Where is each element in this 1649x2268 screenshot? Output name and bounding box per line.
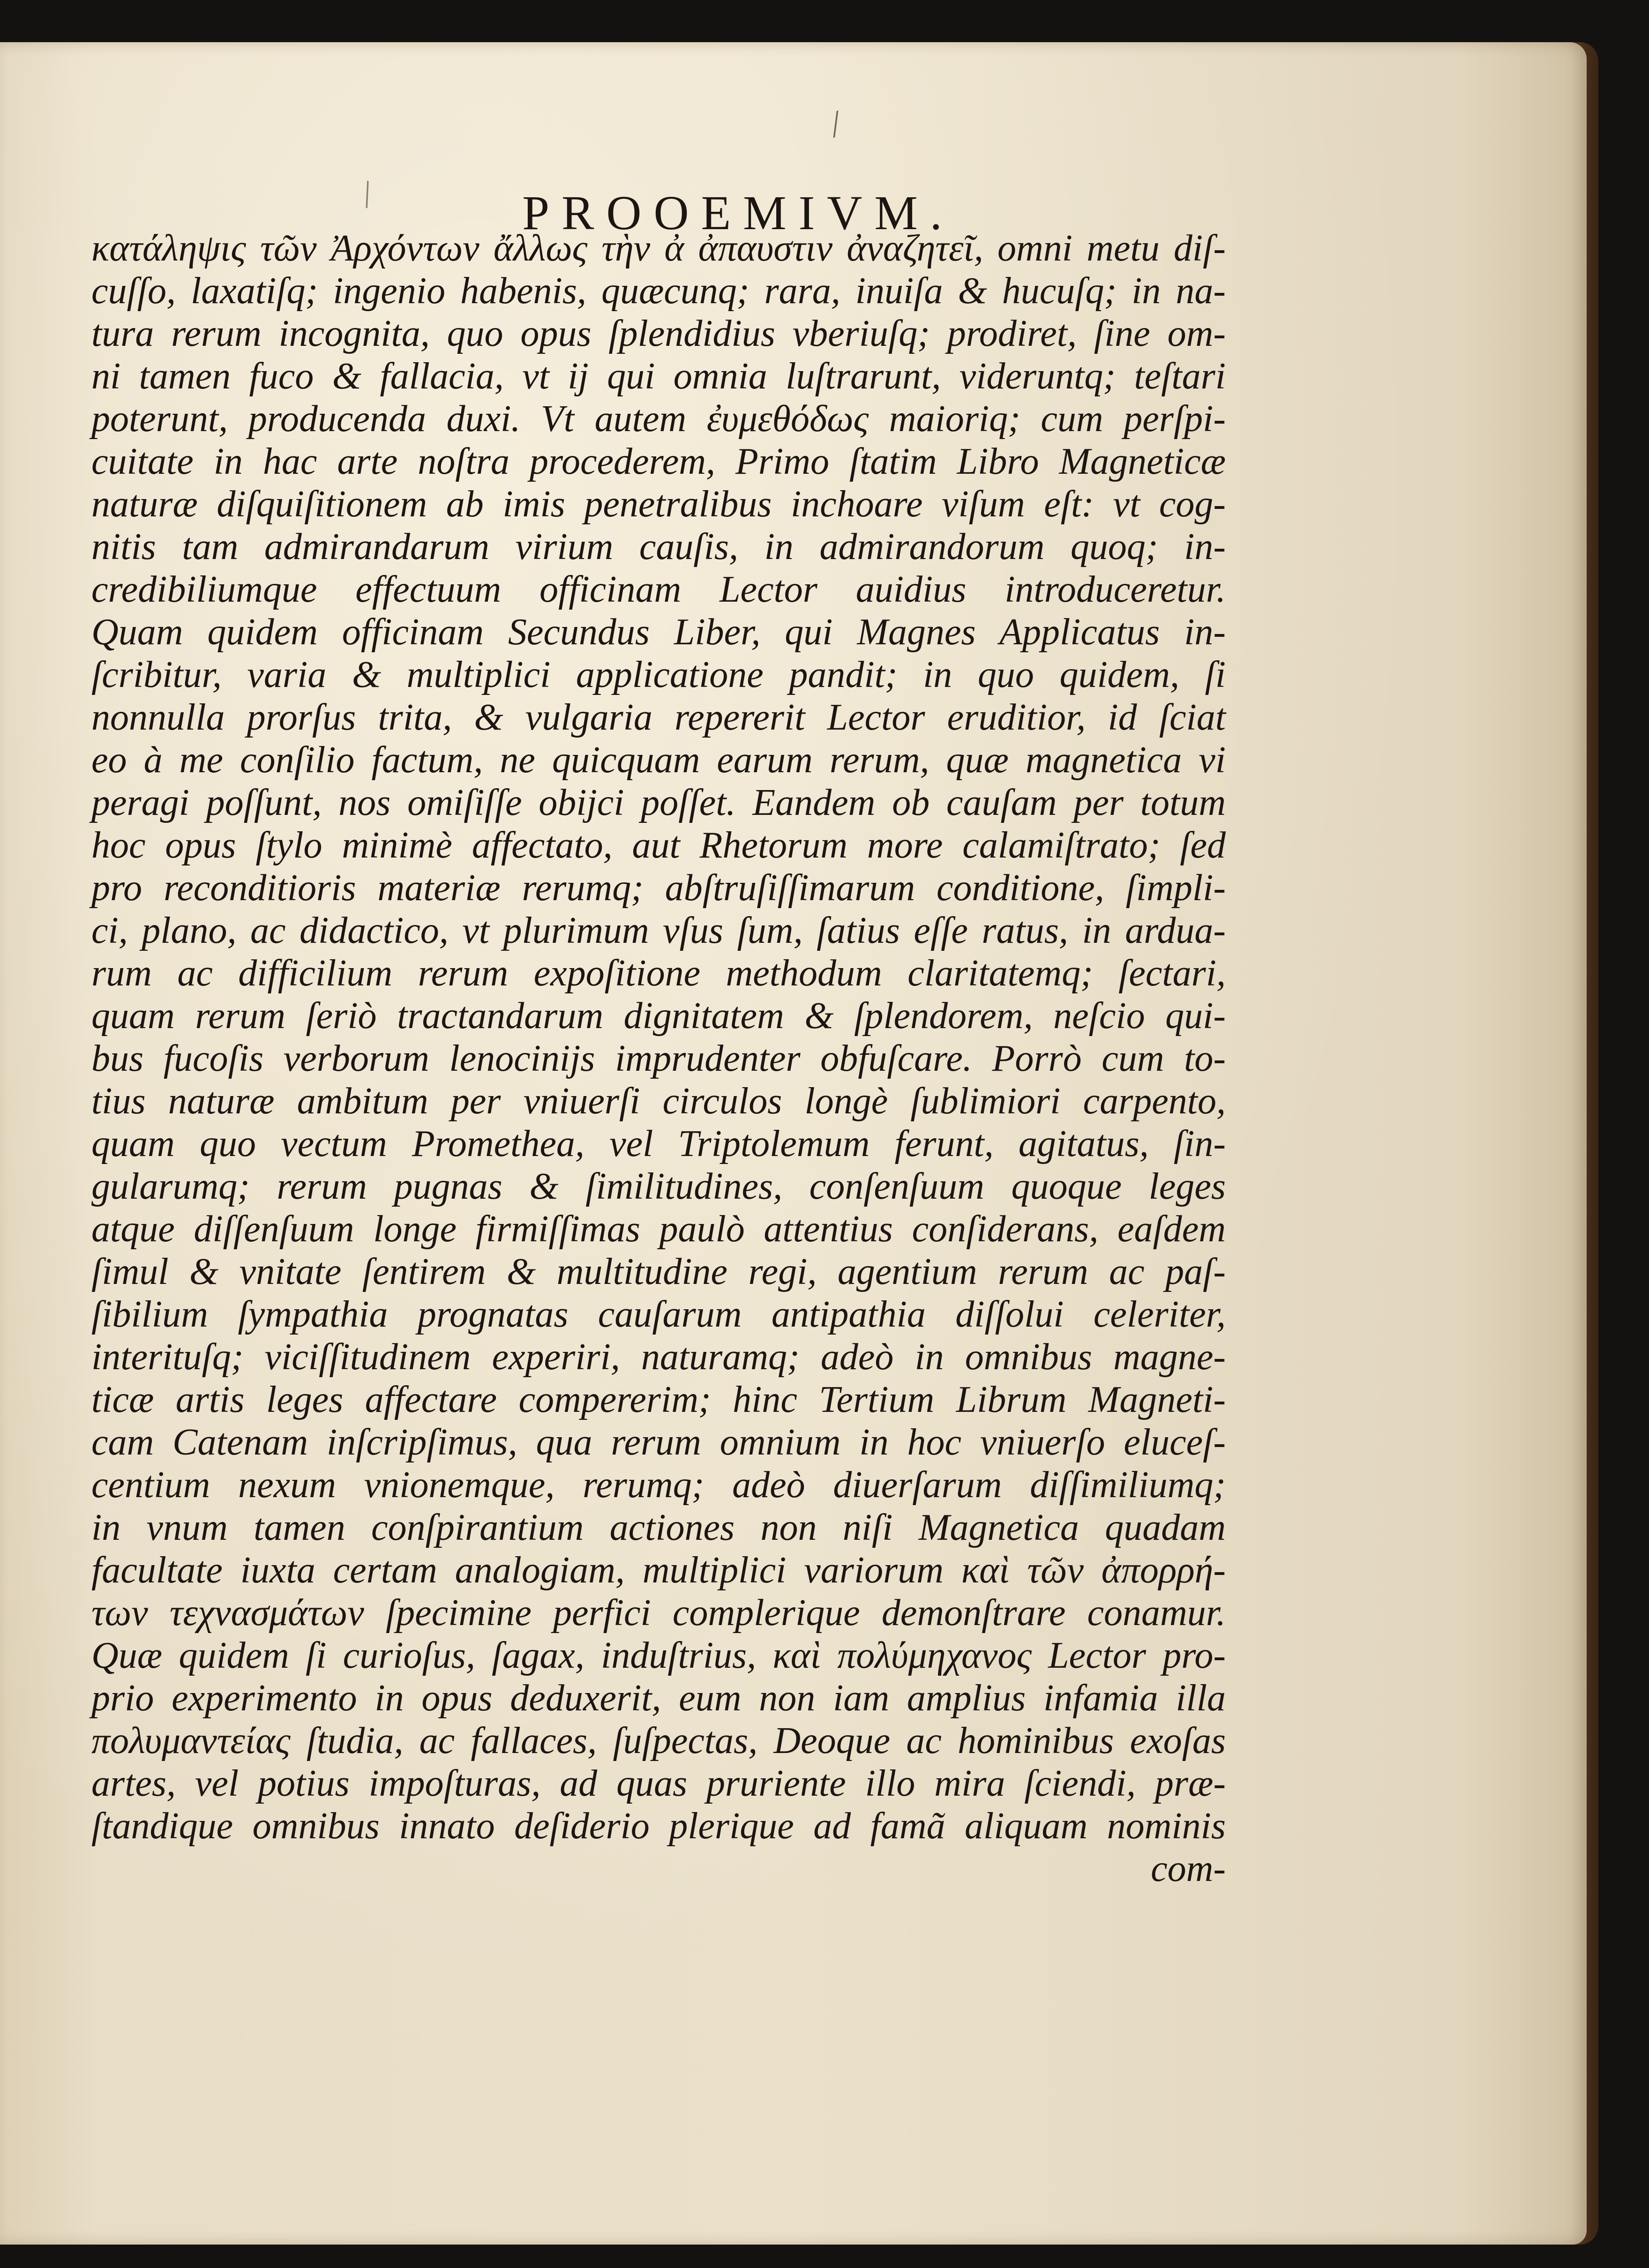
text-line: in vnum tamen conſpirantium actiones non niſi Magnetica quadam (91, 1507, 1226, 1548)
pencil-mark: ╲ (356, 181, 379, 209)
text-line: rum ac difficilium rerum expoſitione methodum claritatemq; ſectari, (91, 953, 1226, 994)
text-line: πολυμαντείας ſtudia, ac fallaces, ſuſpectas, Deoque ac hominibus exoſas (91, 1720, 1226, 1761)
page-heading: PROOEMIVM. (522, 186, 954, 240)
text-line: Quæ quidem ſi curioſus, ſagax, induſtrius, καὶ πολύμηχανος Lector pro- (91, 1635, 1226, 1676)
catchword: com- (1151, 1848, 1226, 1889)
text-line: pro reconditioris materiæ rerumq; abſtruſiſſimarum conditione, ſimpli- (91, 867, 1226, 909)
text-line: cuitate in hac arte noſtra procederem, Primo ſtatim Libro Magneticæ (91, 441, 1226, 482)
text-line: Quam quidem officinam Secundus Liber, qui Magnes Applicatus in- (91, 612, 1226, 653)
text-line: των τεχνασμάτων ſpecimine perfici complerique demonſtrare conamur. (91, 1592, 1226, 1634)
text-line: atque diſſenſuum longe firmiſſimas paulò attentius conſiderans, eaſdem (91, 1209, 1226, 1250)
text-line: facultate iuxta certam analogiam, multiplici variorum καὶ τῶν ἀπορρή- (91, 1550, 1226, 1591)
text-line: ſtandique omnibus innato deſiderio plerique ad famã aliquam nominis (91, 1805, 1226, 1847)
text-line: poterunt, producenda duxi. Vt autem ἐυμεθόδως maioriq; cum perſpi- (91, 398, 1226, 440)
text-line: ci, plano, ac didactico, vt plurimum vſus ſum, ſatius eſſe ratus, in ardua- (91, 910, 1226, 951)
text-line: centium nexum vnionemque, rerumq; adeò diuerſarum diſſimiliumq; (91, 1464, 1226, 1506)
text-line: nitis tam admirandarum virium cauſis, in admirandorum quoq; in- (91, 526, 1226, 567)
book-page (0, 42, 1587, 2245)
text-line: interituſq; viciſſitudinem experiri, naturamq; adeò in omnibus magne- (91, 1336, 1226, 1378)
text-line: hoc opus ſtylo minimè affectato, aut Rhetorum more calamiſtrato; ſed (91, 825, 1226, 866)
text-line: tius naturæ ambitum per vniuerſi circulos longè ſublimiori carpento, (91, 1081, 1226, 1122)
text-line: nonnulla prorſus trita, & vulgaria repererit Lector eruditior, id ſciat (91, 697, 1226, 738)
pencil-mark: ╱ (826, 111, 846, 138)
text-line: gularumq; rerum pugnas & ſimilitudines, conſenſuum quoque leges (91, 1166, 1226, 1207)
text-line: ni tamen fuco & fallacia, vt ij qui omnia luſtrarunt, videruntq; teſtari (91, 356, 1226, 397)
text-line: credibiliumque effectuum officinam Lector auidius introduceretur. (91, 569, 1226, 610)
text-line: naturæ diſquiſitionem ab imis penetralibus inchoare viſum eſt: vt cog- (91, 484, 1226, 525)
text-line: bus fucoſis verborum lenocinijs imprudenter obfuſcare. Porrò cum to- (91, 1038, 1226, 1079)
text-line: ticæ artis leges affectare compererim; hinc Tertium Librum Magneti- (91, 1379, 1226, 1420)
text-line: cam Catenam inſcripſimus, qua rerum omnium in hoc vniuerſo eluceſ- (91, 1422, 1226, 1463)
text-line: ſcribitur, varia & multiplici applicatione pandit; in quo quidem, ſi (91, 654, 1226, 695)
text-line: cuſſo, laxatiſq; ingenio habenis, quæcunq; rara, inuiſa & hucuſq; in na- (91, 270, 1226, 312)
text-line: eo à me conſilio factum, ne quicquam earum rerum, quæ magnetica vi (91, 739, 1226, 781)
text-line: κατάληψις τῶν Ἀρχόντων ἄλλως τὴν ἀ ἀπαυστιν ἀναζητεῖ, omni metu diſ- (91, 228, 1226, 269)
text-line: ſibilium ſympathia prognatas cauſarum antipathia diſſolui celeriter, (91, 1294, 1226, 1335)
text-line: tura rerum incognita, quo opus ſplendidius vberiuſq; prodiret, ſine om- (91, 313, 1226, 354)
body-text (91, 227, 1226, 1890)
text-line: peragi poſſunt, nos omiſiſſe obijci poſſet. Eandem ob cauſam per totum (91, 782, 1226, 823)
text-line: quam quo vectum Promethea, vel Triptolemum ferunt, agitatus, ſin- (91, 1123, 1226, 1164)
text-line: prio experimento in opus deduxerit, eum non iam amplius infamia illa (91, 1678, 1226, 1719)
text-line: ſimul & vnitate ſentirem & multitudine regi, agentium rerum ac paſ- (91, 1251, 1226, 1292)
text-line: artes, vel potius impoſturas, ad quas pruriente illo mira ſciendi, præ- (91, 1763, 1226, 1804)
text-line: quam rerum ſeriò tractandarum dignitatem & ſplendorem, neſcio qui- (91, 995, 1226, 1037)
